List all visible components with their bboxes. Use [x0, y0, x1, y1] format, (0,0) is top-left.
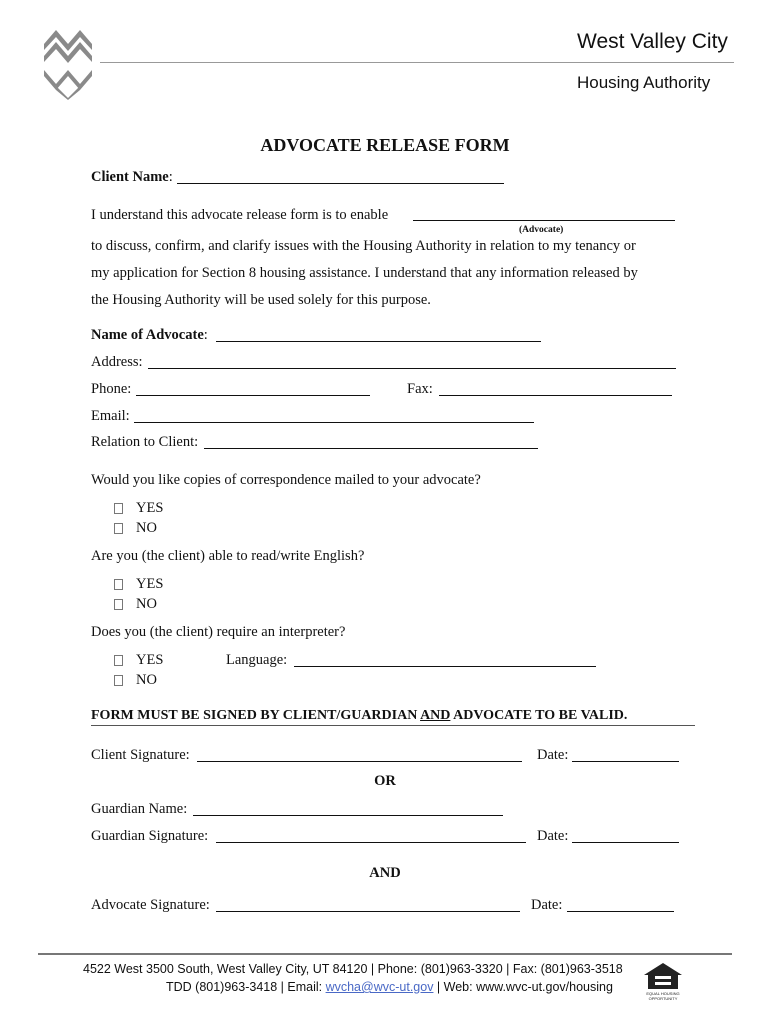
footer-rule [38, 953, 732, 955]
language-field[interactable] [294, 666, 596, 667]
advocate-enable-field[interactable] [413, 220, 675, 221]
intro-line-3: my application for Section 8 housing assistance. I understand that any information released by [91, 265, 638, 281]
advocate-caption: (Advocate) [519, 225, 564, 235]
relation-field[interactable] [204, 448, 538, 449]
q2-no-label: NO [136, 596, 157, 612]
email-link[interactable]: wvcha@wvc-ut.gov [325, 980, 434, 994]
header-rule [100, 62, 734, 63]
client-signature-field[interactable] [197, 761, 522, 762]
footer-address: 4522 West 3500 South, West Valley City, UT 84120 | Phone: (801)963-3320 | Fax: (801)963-3518 [83, 962, 623, 976]
question-copies: Would you like copies of correspondence mailed to your advocate? [91, 472, 481, 488]
relation-label: Relation to Client: [91, 434, 199, 450]
phone-label: Phone: [91, 381, 132, 397]
intro-line-1: I understand this advocate release form is to enable [91, 207, 389, 223]
guardian-date-label: Date: [537, 828, 569, 844]
q2-no-checkbox[interactable] [114, 599, 123, 610]
guardian-name-label: Guardian Name: [91, 801, 188, 817]
language-label: Language: [226, 652, 288, 668]
footer-contact: TDD (801)963-3418 | Email: wvcha@wvc-ut.gov | Web: www.wvc-ut.gov/housing [166, 980, 613, 994]
q2-yes-label: YES [136, 576, 164, 592]
q3-yes-label: YES [136, 652, 164, 668]
or-label: OR [374, 773, 396, 789]
q1-yes-label: YES [136, 500, 164, 516]
client-name-label: Client Name: [91, 169, 173, 185]
q2-yes-checkbox[interactable] [114, 579, 123, 590]
client-signature-label: Client Signature: [91, 747, 190, 763]
client-date-label: Date: [537, 747, 569, 763]
address-field[interactable] [148, 368, 676, 369]
advocate-name-field[interactable] [216, 341, 541, 342]
equal-housing-house-icon [640, 961, 686, 991]
advocate-date-label: Date: [531, 897, 563, 913]
and-label: AND [369, 865, 401, 881]
email-label: Email: [91, 408, 130, 424]
wvc-logo-icon [42, 26, 94, 100]
equal-housing-label: EQUAL HOUSING OPPORTUNITY [646, 991, 680, 1001]
address-label: Address: [91, 354, 143, 370]
intro-line-2: to discuss, confirm, and clarify issues with the Housing Authority in relation to my tenancy or [91, 238, 636, 254]
email-field[interactable] [134, 422, 534, 423]
guardian-signature-label: Guardian Signature: [91, 828, 209, 844]
guardian-name-field[interactable] [193, 815, 503, 816]
question-interpreter: Does you (the client) require an interpreter? [91, 624, 346, 640]
form-title: ADVOCATE RELEASE FORM [260, 135, 510, 155]
guardian-signature-field[interactable] [216, 842, 526, 843]
advocate-name-label: Name of Advocate: [91, 327, 208, 343]
equal-housing-logo [640, 961, 686, 999]
notice-rule [91, 725, 695, 726]
question-english: Are you (the client) able to read/write English? [91, 548, 365, 564]
fax-field[interactable] [439, 395, 672, 396]
client-date-field[interactable] [572, 761, 679, 762]
fax-label: Fax: [407, 381, 433, 397]
q1-no-label: NO [136, 520, 157, 536]
intro-line-4: the Housing Authority will be used solely for this purpose. [91, 292, 431, 308]
q3-no-checkbox[interactable] [114, 675, 123, 686]
q3-no-label: NO [136, 672, 157, 688]
org-subtitle: Housing Authority [577, 73, 711, 92]
q1-yes-checkbox[interactable] [114, 503, 123, 514]
org-name: West Valley City [577, 30, 728, 53]
phone-field[interactable] [136, 395, 370, 396]
signature-notice: FORM MUST BE SIGNED BY CLIENT/GUARDIAN AND ADVOCATE TO BE VALID. [91, 708, 628, 723]
advocate-signature-label: Advocate Signature: [91, 897, 210, 913]
q3-yes-checkbox[interactable] [114, 655, 123, 666]
advocate-date-field[interactable] [567, 911, 674, 912]
advocate-signature-field[interactable] [216, 911, 520, 912]
client-name-field[interactable] [177, 183, 504, 184]
q1-no-checkbox[interactable] [114, 523, 123, 534]
guardian-date-field[interactable] [572, 842, 679, 843]
